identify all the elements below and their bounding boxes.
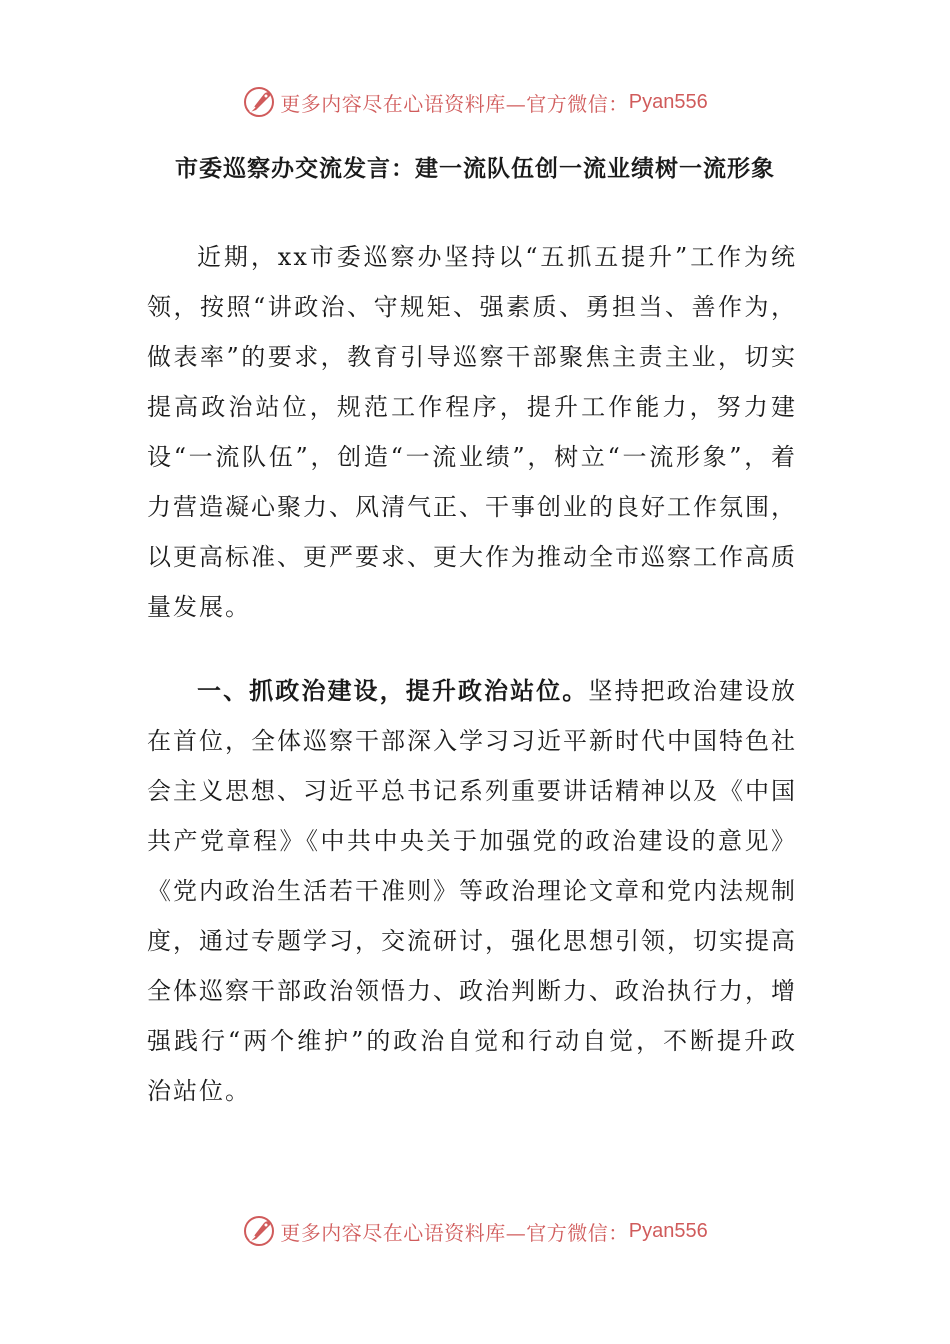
document-title: 市委巡察办交流发言：建一流队伍创一流业绩树一流形象 — [175, 156, 775, 182]
section-1-body: 坚持把政治建设放在首位，全体巡察干部深入学习习近平新时代中国特色社会主义思想、习近平总书记系列重要讲话精神以及《中国共产党章程》《中共中央关于加强党的政治建设的意见》《党内政治生活若干准则》等政治理论文章和党内法规制度，通过专题学习，交流研讨，强化思想引领，切实提高全体巡察干部政治领悟力、政治判断力、政治执行力，增强践行“两个维护”的政治自觉和行动自觉，不断提升政治站位。 — [147, 677, 798, 1105]
watermark-footer — [0, 1211, 950, 1251]
section-1-paragraph — [147, 666, 797, 1116]
section-1-heading: 一、抓政治建设，提升政治站位。 — [197, 677, 589, 705]
watermark-text: 更多内容尽在心语资料库—官方微信： — [280, 1220, 629, 1245]
watermark-header — [0, 82, 950, 122]
document-body — [147, 232, 797, 1116]
intro-paragraph: 近期，xx市委巡察办坚持以“五抓五提升”工作为统领，按照“讲政治、守规矩、强素质、勇担当、善作为，做表率”的要求，教育引导巡察干部聚焦主责主业，切实提高政治站位，规范工作程序，提升工作能力，努力建设“一流队伍”，创造“一流业绩”，树立“一流形象”，着力营造凝心聚力、风清气正、干事创业的良好工作氛围，以更高标准、更严要求、更大作为推动全市巡察工作高质量发展。 — [147, 243, 797, 621]
watermark-text: 更多内容尽在心语资料库—官方微信： — [280, 91, 629, 116]
watermark-wechat-id: Pyan556 — [628, 90, 708, 113]
quill-pen-logo-icon — [242, 1214, 276, 1248]
quill-pen-logo-icon — [242, 85, 276, 119]
watermark-wechat-id: Pyan556 — [628, 1219, 708, 1242]
